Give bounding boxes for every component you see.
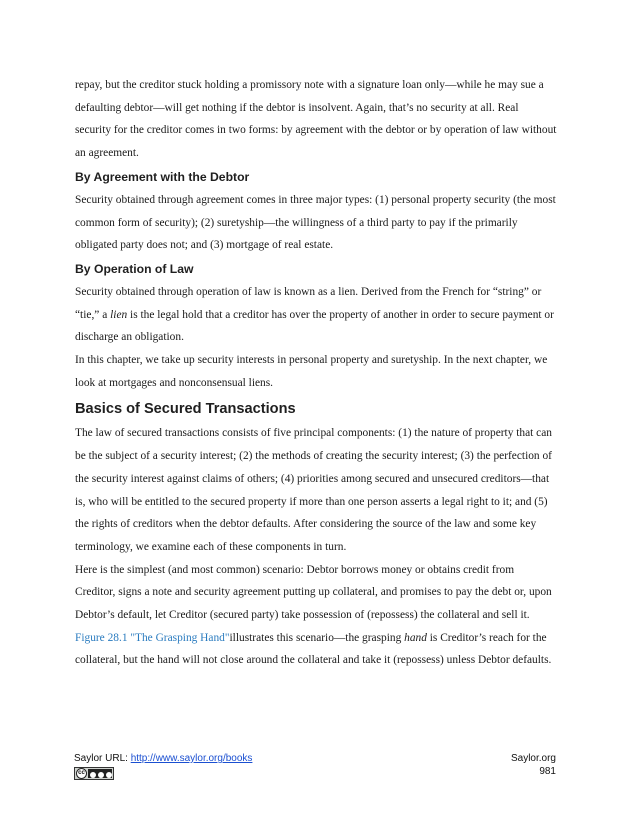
cc-by-nc-sa-icon[interactable]: cc bbox=[74, 767, 114, 780]
scenario-text-after: is Creditor’s reach for the collateral, but the hand will not close around the collateral and take it (repossess) unless Debtor defaults. bbox=[75, 631, 552, 667]
paragraph-intro: repay, but the creditor stuck holding a promissory note with a signature loan only—while he may sue a defaulting debtor—will get nothing if the debtor is insolvent. Again, that’s no security at all. Real security for the creditor comes in two forms: by agreement with the debtor or by operation of law without an agreement. bbox=[75, 79, 557, 160]
saylor-url-line bbox=[74, 752, 252, 766]
footer-right bbox=[511, 752, 556, 778]
scenario-text-before: Here is the simplest (and most common) scenario: Debtor borrows money or obtains credit from Creditor, signs a note and security agreement putting up collateral, and promises to pay the debt or, upon Debtor’s default, let Creditor (secured party) take possession of (repossess) the collateral and sell it. bbox=[75, 563, 552, 622]
paragraph-scenario bbox=[75, 559, 557, 673]
page-body bbox=[75, 74, 557, 672]
lien-term: lien bbox=[110, 308, 128, 321]
paragraph-chapter-scope: In this chapter, we take up security interests in personal property and suretyship. In the next chapter, we look at mortgages and nonconsensual liens. bbox=[75, 354, 548, 389]
figure-28-1-link[interactable]: Figure 28.1 "The Grasping Hand" bbox=[75, 631, 230, 644]
paragraph-components: The law of secured transactions consists of five principal components: (1) the nature of property that can be the subject of a security interest; (2) the methods of creating the security interest; (3) the perfection of the security interest against claims of others; (4) priorities among secured and unsecured creditors—that is, who will be entitled to the secured property if more than one person asserts a legal right to it; and (5) the rights of creditors when the debtor defaults. After considering the source of the law and some key terminology, we examine each of these components in turn. bbox=[75, 427, 552, 553]
page-number: 981 bbox=[539, 766, 556, 777]
saylor-url-label: Saylor URL: bbox=[74, 753, 131, 764]
heading-basics-secured-transactions: Basics of Secured Transactions bbox=[75, 401, 296, 418]
heading-by-agreement: By Agreement with the Debtor bbox=[75, 169, 250, 184]
hand-term: hand bbox=[404, 631, 427, 644]
paragraph-agreement: Security obtained through agreement comes in three major types: (1) personal property security (the most common form of security); (2) suretyship—the willingness of a third party to pay if the primarily obligated party does not; and (3) mortgage of real estate. bbox=[75, 193, 556, 252]
paragraph-lien bbox=[75, 281, 557, 349]
lien-text-after: is the legal hold that a creditor has over the property of another in order to secure payment or discharge an obligation. bbox=[75, 308, 554, 344]
saylor-org-label: Saylor.org bbox=[510, 753, 556, 764]
heading-by-operation-of-law: By Operation of Law bbox=[75, 261, 194, 276]
scenario-text-mid: illustrates this scenario—the grasping bbox=[229, 631, 405, 644]
lien-text-before: Security obtained through operation of law is known as a lien. Derived from the French for “string” or “tie,” a bbox=[75, 285, 542, 321]
footer-left bbox=[74, 752, 252, 785]
saylor-books-link[interactable]: http://www.saylor.org/books bbox=[130, 753, 253, 764]
